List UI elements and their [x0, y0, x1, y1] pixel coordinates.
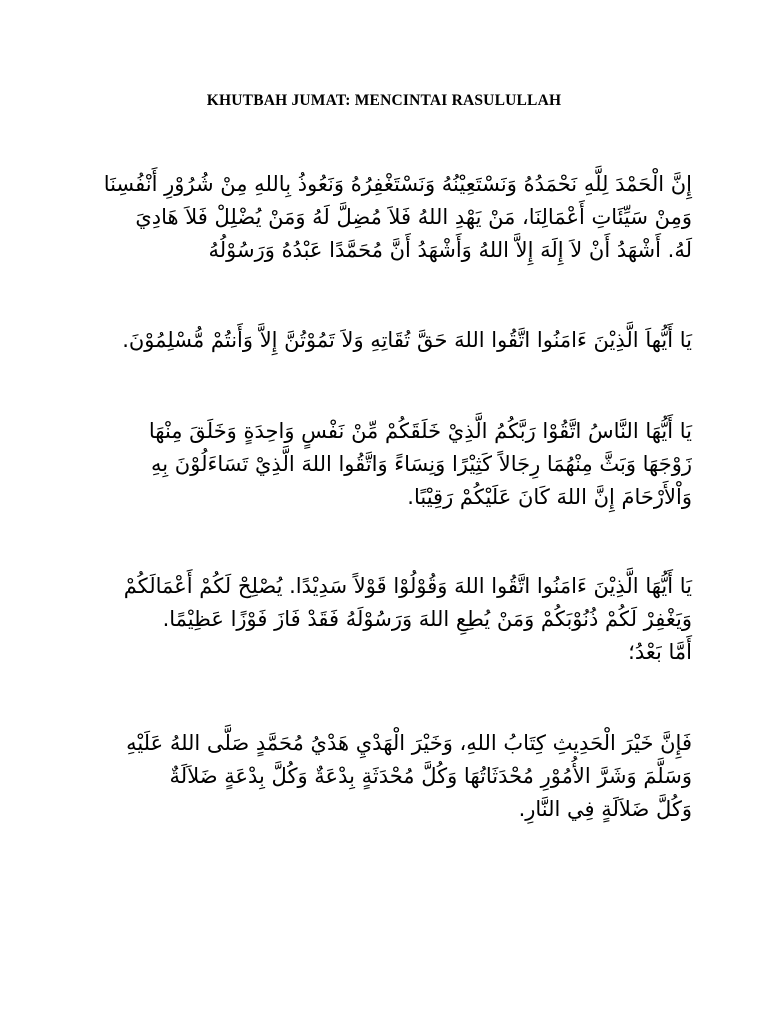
paragraph-line: وَكُلَّ ضَلاَلَةٍ فِي النَّارِ.: [518, 797, 692, 821]
opening-praise-paragraph: [92, 168, 692, 267]
paragraph-line: وَمِنْ سَيِّئَاتِ أَعْمَالِنَا، مَنْ يَهْدِ اللهُ فَلاَ مُضِلَّ لَهُ وَمَنْ يُضْلِلْ فَلاَ هَادِيَ: [135, 205, 692, 229]
paragraph-line: وَسَلَّمَ وَشَرَّ الأُمُوْرِ مُحْدَثَاتُهَا وَكُلَّ مُحْدَثَةٍ بِدْعَةٌ وَكُلَّ بِدْعَةٍ ضَلاَلَةٌ: [169, 764, 692, 788]
paragraph-line: وَيَغْفِرْ لَكُمْ ذُنُوْبَكُمْ وَمَنْ يُطِعِ اللهَ وَرَسُوْلَهُ فَقَدْ فَازَ فَوْزًا عَظِيْمًا.: [162, 607, 692, 631]
paragraph-line: يَا أَيُّهَا الَّذِيْنَ ءَامَنُوا اتَّقُوا اللهَ وَقُوْلُوْا قَوْلاً سَدِيْدًا. يُصْلِحْ لَكُمْ أَعْمَالَكُمْ: [123, 574, 692, 598]
verse-ali-imran-paragraph: [92, 324, 692, 357]
paragraph-line: زَوْجَهَا وَبَثَّ مِنْهُمَا رِجَالاً كَثِيْرًا وَنِسَاءً وَاتَّقُوا اللهَ الَّذِيْ تَسَاءَلُوْنَ بِهِ: [151, 452, 692, 476]
paragraph-line: يَا أَيُّهَا النَّاسُ اتَّقُوْا رَبَّكُمُ الَّذِيْ خَلَقَكُمْ مِّنْ نَفْسٍ وَاحِدَةٍ وَخَلَقَ مِنْهَا: [148, 419, 692, 443]
paragraph-line: أَمَّا بَعْدُ؛: [628, 640, 692, 664]
paragraph-line: يَا أَيُّهاَ الَّذِيْنَ ءَامَنُوا اتَّقُوا اللهَ حَقَّ تُقَاتِهِ وَلاَ تَمُوْتُنَّ إِلاَّ وَأَنتُمْ مُّسْلِمُوْنَ.: [122, 328, 692, 352]
document-title: KHUTBAH JUMAT: MENCINTAI RASULULLAH: [206, 92, 562, 109]
paragraph-line: إِنَّ الْحَمْدَ لِلَّهِ نَحْمَدُهُ وَنَسْتَعِيْنُهُ وَنَسْتَغْفِرُهُ وَنَعُوذُ بِاللهِ مِنْ شُرُوْرِ أَنْفُسِنَا: [103, 172, 692, 196]
paragraph-line: فَإِنَّ خَيْرَ الْحَدِيثِ كِتَابُ اللهِ، وَخَيْرَ الْهَدْيِ هَدْيُ مُحَمَّدٍ صَلَّى اللهُ عَلَيْهِ: [126, 731, 692, 755]
paragraph-line: لَهُ. أَشْهَدُ أَنْ لاَ إِلَهَ إِلاَّ اللهُ وَأَشْهَدُ أَنَّ مُحَمَّدًا عَبْدُهُ وَرَسُوْلُهُ: [208, 238, 692, 262]
paragraph-line: وَاْلأَرْحَامَ إِنَّ اللهَ كَانَ عَلَيْكُمْ رَقِيْبًا.: [407, 485, 692, 509]
verse-an-nisa-paragraph: [92, 415, 692, 514]
hadith-paragraph: [92, 727, 692, 826]
verse-al-ahzab-paragraph: [92, 570, 692, 669]
